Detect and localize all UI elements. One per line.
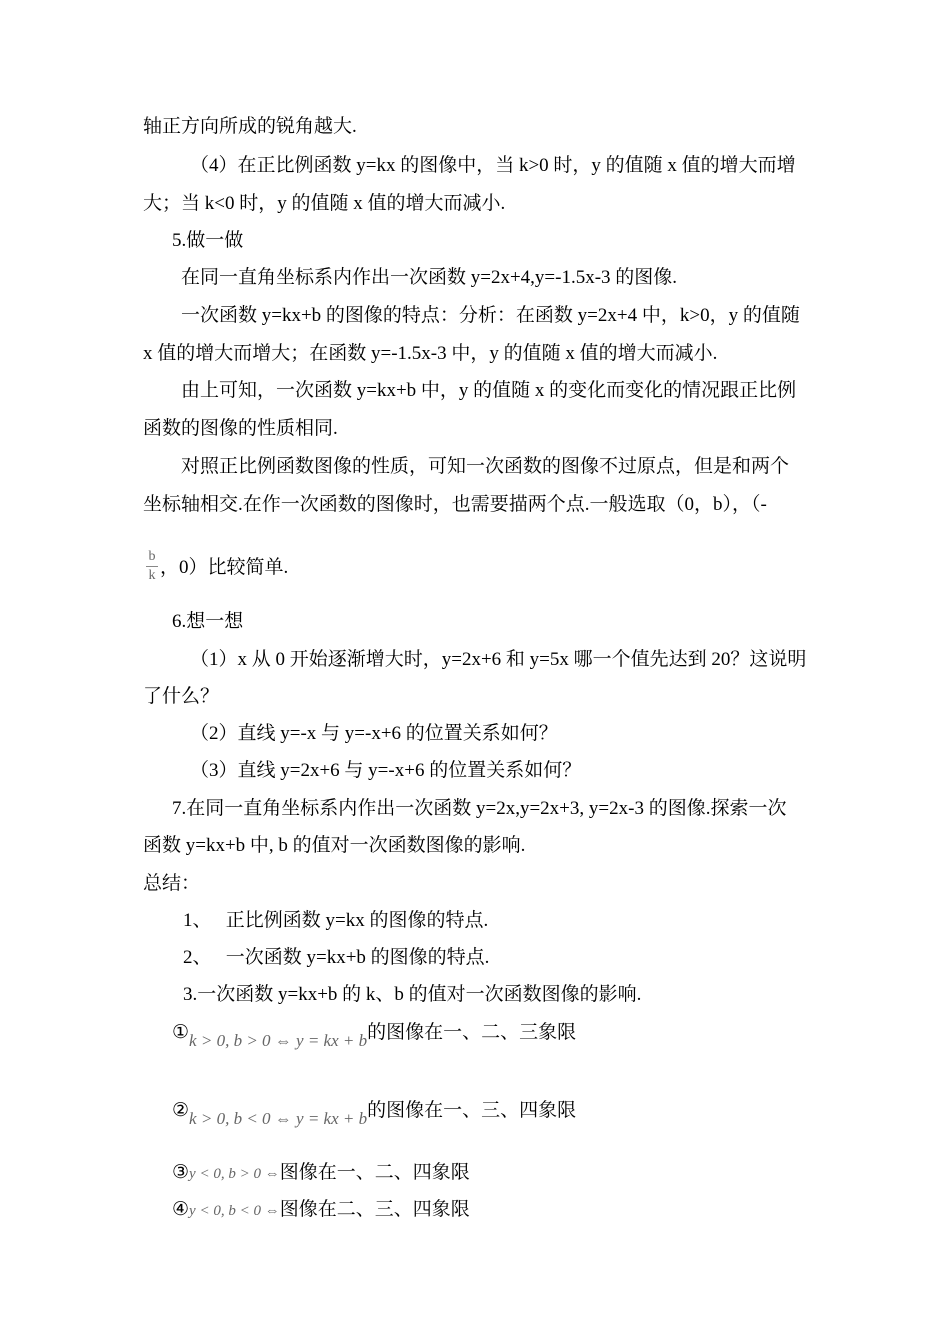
case-math: y < 0, b > 0 ⇔ <box>189 1166 280 1182</box>
text-line: 2、 一次函数 y=kx+b 的图像的特点. <box>183 947 490 968</box>
text-line: 了什么？ <box>143 686 220 707</box>
case-math: y < 0, b < 0 ⇔ <box>189 1203 280 1219</box>
text-line: x 值的增大而增大；在函数 y=-1.5x-3 中，y 的值随 x 值的增大而减小. <box>143 343 718 364</box>
text-line: （2）直线 y=-x 与 y=-x+6 的位置关系如何？ <box>190 723 558 744</box>
fraction-numerator: b <box>148 549 156 564</box>
case-1 <box>172 1021 576 1053</box>
text-line: （1）x 从 0 开始逐渐增大时，y=2x+6 和 y=5x 哪一个值先达到 20？这说明 <box>190 649 807 670</box>
fraction-b-over-k <box>146 550 158 583</box>
text-line: 函数 y=kx+b 中, b 的值对一次函数图像的影响. <box>143 835 526 856</box>
section-heading: 5.做一做 <box>172 230 244 251</box>
case-text: 图像在一、二、四象限 <box>279 1162 470 1183</box>
case-mark: ③ <box>172 1162 190 1183</box>
case-math: k > 0, b > 0 ⇔ y = kx + b <box>189 1031 368 1050</box>
case-mark: ④ <box>172 1199 190 1220</box>
text-line: 7.在同一直角坐标系内作出一次函数 y=2x,y=2x+3, y=2x-3 的图像.探索一次 <box>172 798 787 819</box>
case-2 <box>172 1099 576 1131</box>
text-line: （3）直线 y=2x+6 与 y=-x+6 的位置关系如何？ <box>190 760 582 781</box>
text-line: 大；当 k<0 时，y 的值随 x 值的增大而减小. <box>143 193 506 214</box>
case-text: 图像在二、三、四象限 <box>279 1199 470 1220</box>
case-mark: ① <box>172 1022 190 1043</box>
summary-heading: 总结： <box>143 873 201 894</box>
text-line: 轴正方向所成的锐角越大. <box>143 116 357 137</box>
case-text: 的图像在一、二、三象限 <box>367 1022 577 1043</box>
fraction-denominator: k <box>148 568 156 583</box>
text-line: 一次函数 y=kx+b 的图像的特点：分析：在函数 y=2x+4 中，k>0，y 的值随 <box>181 305 800 326</box>
text-line: 函数的图像的性质相同. <box>143 418 338 439</box>
case-text: 的图像在一、三、四象限 <box>367 1100 577 1121</box>
text-line: 1、 正比例函数 y=kx 的图像的特点. <box>183 910 489 931</box>
section-heading: 6.想一想 <box>172 611 244 632</box>
case-3 <box>172 1161 470 1186</box>
case-mark: ② <box>172 1100 190 1121</box>
case-math: k > 0, b < 0 ⇔ y = kx + b <box>189 1109 368 1128</box>
text-line: 3.一次函数 y=kx+b 的 k、b 的值对一次函数图像的影响. <box>183 984 642 1005</box>
case-4 <box>172 1198 470 1223</box>
text-line: 坐标轴相交.在作一次函数的图像时，也需要描两个点.一般选取（0，b），（- <box>143 494 767 515</box>
text-line: （4）在正比例函数 y=kx 的图像中，当 k>0 时，y 的值随 x 值的增大而增 <box>190 155 796 176</box>
text-line: ，0）比较简单. <box>160 557 289 578</box>
text-line: 在同一直角坐标系内作出一次函数 y=2x+4,y=-1.5x-3 的图像. <box>181 267 678 288</box>
text-line: 对照正比例函数图像的性质，可知一次函数的图像不过原点，但是和两个 <box>181 456 790 477</box>
text-line: 由上可知，一次函数 y=kx+b 中，y 的值随 x 的变化而变化的情况跟正比例 <box>181 380 797 401</box>
